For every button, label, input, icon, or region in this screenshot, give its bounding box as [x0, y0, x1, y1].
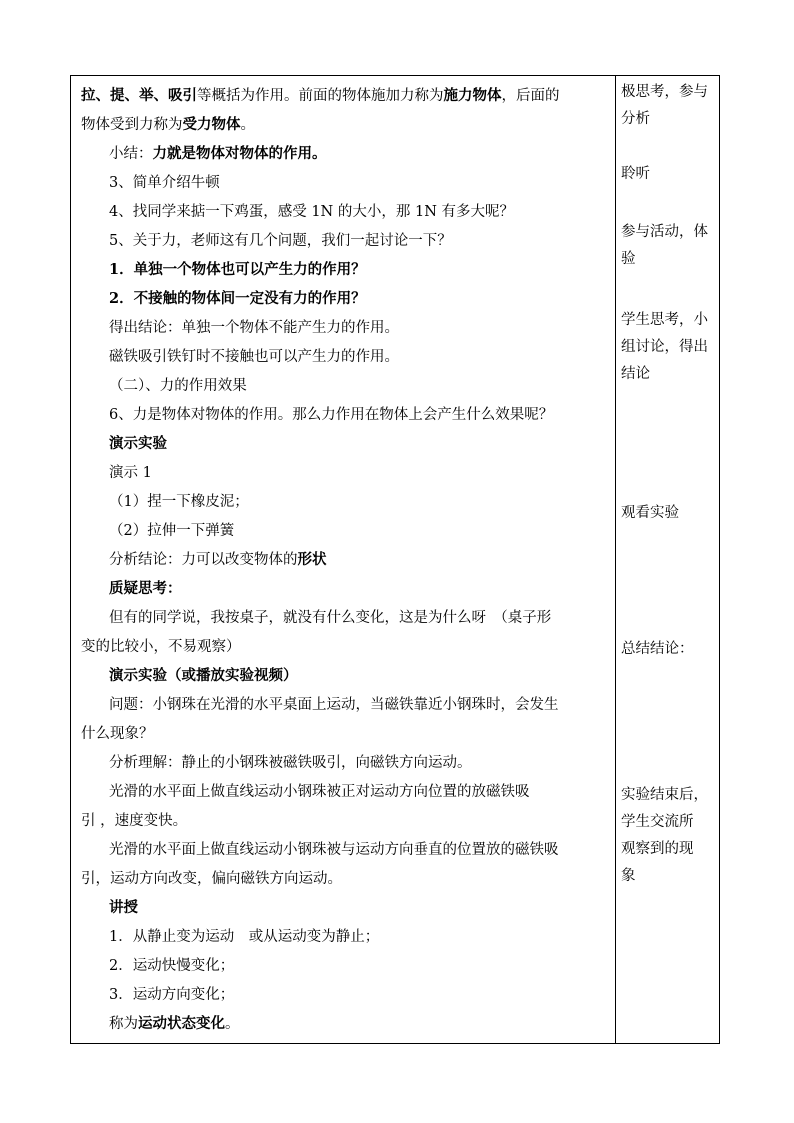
problem-text-2: 什么现象？	[81, 726, 154, 742]
conclusion-2: 磁铁吸引铁钉时不接触也可以产生力的作用。	[109, 349, 399, 365]
step-3: 3、简单介绍牛顿	[109, 175, 220, 191]
student-note-watch: 观看实验	[621, 505, 679, 521]
text-line-1: 拉、提、举、吸引等概括为作用。前面的物体施加力称为施力物体，后面的	[81, 87, 560, 104]
section-heading: （二）、力的作用效果	[109, 378, 247, 394]
analysis-conclusion: 分析结论：力可以改变物体的形状	[109, 551, 327, 568]
lecture-heading: 讲授	[109, 899, 138, 916]
observation-2b: 引，运动方向改变，偏向磁铁方向运动。	[81, 871, 342, 887]
student-note-discuss: 学生思考，小 组讨论，得出 结论	[621, 312, 708, 382]
lesson-table	[70, 75, 720, 1044]
student-note-participate: 参与活动，体 验	[621, 224, 708, 267]
question-2: 2．不接触的物体间一定没有力的作用？	[109, 290, 366, 307]
student-note-summary: 总结结论：	[621, 641, 694, 657]
demo-heading: 演示实验	[109, 435, 167, 452]
question-heading: 质疑思考：	[109, 580, 182, 597]
analysis-text: 分析理解：静止的小钢珠被磁铁吸引，向磁铁方向运动。	[109, 755, 472, 771]
student-note-listen: 聆听	[621, 166, 650, 182]
step-6: 6、力是物体对物体的作用。那么力作用在物体上会产生什么效果呢？	[109, 407, 554, 423]
conclusion-1: 得出结论：单独一个物体不能产生力的作用。	[109, 320, 399, 336]
demo-1-label: 演示 1	[109, 465, 152, 481]
lecture-item-3: 3．运动方向变化；	[109, 987, 235, 1003]
question-1: 1．单独一个物体也可以产生力的作用？	[109, 261, 366, 278]
step-5: 5、关于力，老师这有几个问题，我们一起讨论一下？	[109, 233, 452, 249]
student-note-exchange: 实验结束后， 学生交流所 观察到的现 象	[621, 787, 708, 884]
motion-state-line: 称为运动状态变化。	[109, 1015, 240, 1032]
problem-text-1: 问题：小钢珠在光滑的水平桌面上运动，当磁铁靠近小钢珠时，会发生	[109, 697, 559, 713]
demo-1-item-2: （2）拉伸一下弹簧	[109, 523, 235, 539]
step-4: 4、找同学来掂一下鸡蛋，感受 1N 的大小，那 1N 有多大呢？	[109, 204, 514, 220]
student-activity-cell	[616, 76, 720, 1043]
text-line-2: 物体受到力称为受力物体。	[81, 116, 255, 133]
observation-2a: 光滑的水平面上做直线运动小钢珠被与运动方向垂直的位置放的磁铁吸	[109, 842, 559, 858]
lecture-item-1: 1．从静止变为运动 或从运动变为静止；	[109, 929, 380, 945]
student-note-think: 极思考，参与 分析	[621, 84, 708, 127]
question-text-2: 变的比较小，不易观察）	[81, 639, 241, 655]
lecture-item-2: 2．运动快慢变化；	[109, 958, 235, 974]
observation-1a: 光滑的水平面上做直线运动小钢珠被正对运动方向位置的放磁铁吸	[109, 784, 530, 800]
demo-1-item-1: （1）捏一下橡皮泥；	[109, 494, 249, 510]
summary-line: 小结：力就是物体对物体的作用。	[109, 145, 327, 162]
teacher-activity-cell	[71, 76, 615, 1043]
demo-heading-2: 演示实验（或播放实验视频）	[109, 667, 298, 684]
question-text-1: 但有的同学说，我按桌子，就没有什么变化，这是为什么呀 （桌子形	[109, 610, 552, 626]
observation-1b: 引 ，速度变快。	[81, 813, 188, 829]
